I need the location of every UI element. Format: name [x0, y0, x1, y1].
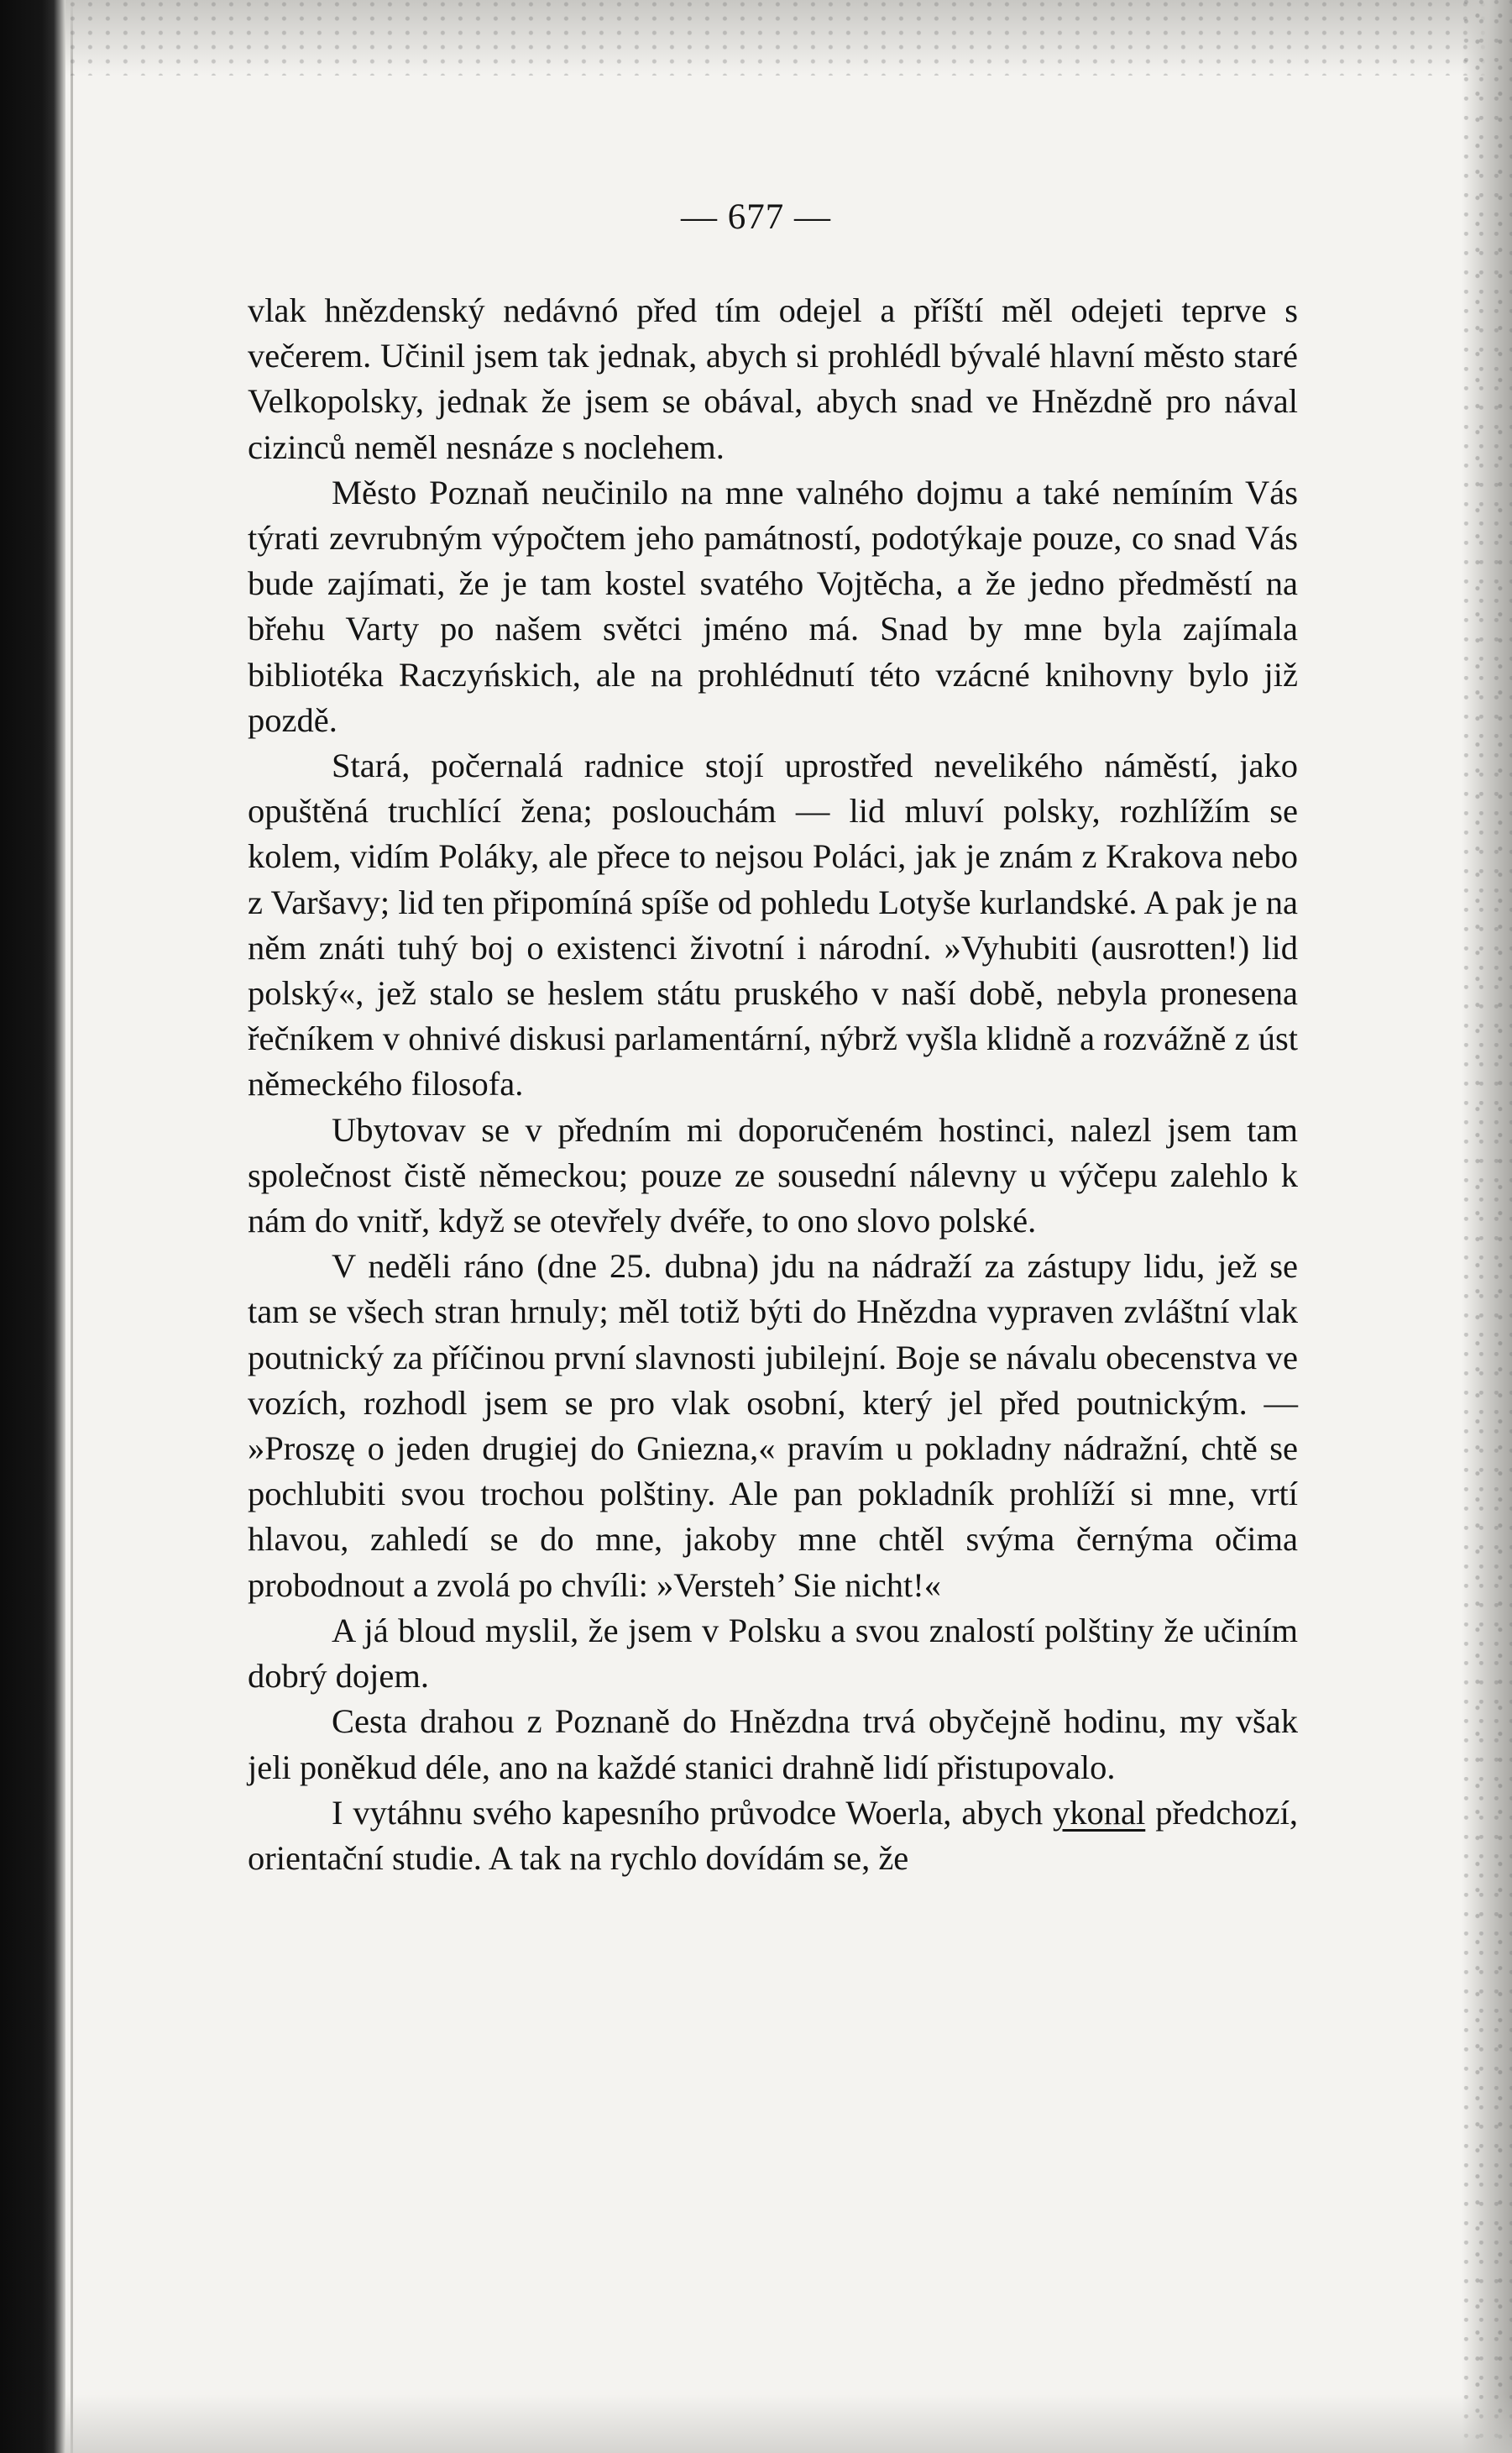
scan-right-shading	[1462, 0, 1512, 2453]
page-number: — 677 —	[681, 197, 831, 237]
paragraph-6: A já bloud myslil, že jsem v Polsku a svou znalostí polštiny že učiním dobrý dojem.	[248, 1611, 1298, 1696]
paragraph-5: V neděli ráno (dne 25. dubna) jdu na nádraží za zástupy lidu, jež se tam se všech stran hrnuly; měl totiž býti do Hnězdna vypraven zvláštní vlak poutnický za příčinou první slavnosti jubilejní. Boje se návalu obecenstva ve vozích, rozhodl jsem se pro vlak osobní, který jel před poutnickým. — »Proszę o jeden drugiej do Gniezna,« pravím u pokladny nádražní, chtě se pochlubiti svou trochou polštiny. Ale pan pokladník prohlíží si mne, vrtí hlavou, zahledí se do mne, jakoby mne chtěl svýma černýma očima probodnout a zvolá po chvíli: »Versteh’ Sie nicht!«	[248, 1247, 1298, 1604]
paragraph-1: vlak hnězdenský nedávnó před tím odejel a příští měl odejeti teprve s večerem. Učinil jsem tak jednak, abych si prohlédl bývalé hlavní město staré Velkopolsky, jednak že jsem se obával, abych snad ve Hnězdně pro nával cizinců neměl nesnáze s noclehem.	[248, 291, 1298, 466]
scan-bottom-shading	[65, 2394, 1512, 2453]
scan-top-shading	[65, 0, 1512, 76]
paragraph-8-end: předchozí, orientační studie. A tak na rychlo dovídám se, že	[248, 1793, 1299, 1877]
paragraph-4: Ubytovav se v předním mi doporučeném hostinci, nalezl jsem tam společnost čistě německou; pouze ze sousední nálevny u výčepu zalehlo k nám do vnitř, když se otevřely dvéře, to ono slovo polské.	[248, 1110, 1298, 1240]
paragraph-3: Stará, počernalá radnice stojí uprostřed nevelikého náměstí, jako opuštěná truchlící žena; poslouchám — lid mluví polsky, rozhlížím se kolem, vidím Poláky, ale přece to nejsou Poláci, jak je znám z Krakova nebo z Varšavy; lid ten připomíná spíše od pohledu Lotyše kurlandské. A pak je na něm znáti tuhý boj o existenci životní i národní. »Vyhubiti (ausrotten!) lid polský«, jež stalo se heslem státu pruského v naší době, nebyla pronesena řečníkem v ohnivé diskusi parlamentární, nýbrž vyšla klidně a rozvážně z úst německého filosofa.	[248, 747, 1298, 1103]
body-text	[248, 288, 1298, 1881]
paragraph-7: Cesta drahou z Poznaně do Hnězdna trvá obyčejně hodinu, my však jeli poněkud déle, ano na každé stanici drahně lidí přistupovalo.	[248, 1702, 1298, 1786]
paragraph-8	[248, 1790, 1298, 1881]
page-edge-line	[71, 0, 73, 2453]
underlined-word: ykonal	[1053, 1793, 1146, 1832]
paragraph-8-start: I vytáhnu svého kapesního průvodce Woerla, abych	[332, 1793, 1054, 1832]
scan-dark-border	[0, 0, 65, 2453]
paragraph-2: Město Poznaň neučinilo na mne valného dojmu a také nemíním Vás týrati zevrubným výpočtem jeho památností, podotýkaje pouze, co snad Vás bude zajímati, že je tam kostel svatého Vojtěcha, a že jedno předměstí na břehu Varty po našem světci jméno má. Snad by mne byla zajímala bibliotéka Raczyńskich, ale na prohlédnutí této vzácné knihovny bylo již pozdě.	[248, 473, 1298, 739]
